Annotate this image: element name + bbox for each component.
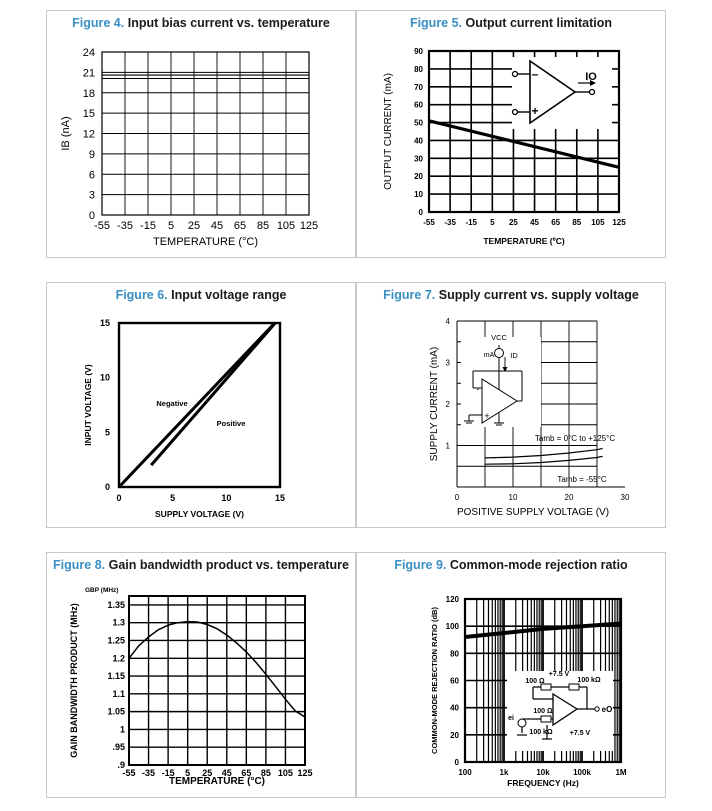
figure-5-panel [356, 10, 666, 258]
x-tick-label: -55 [423, 218, 435, 227]
negative-label: Negative [156, 399, 188, 408]
x-tick-label: -35 [117, 220, 133, 232]
origin-label: 0 [104, 482, 110, 492]
y-tick-label: .95 [112, 742, 125, 753]
plus-label: + [531, 104, 539, 118]
figure-8-title: Figure 8. Gain bandwidth product vs. temperature [53, 558, 349, 572]
x-tick-label: -55 [122, 768, 136, 778]
plus-label: + [484, 411, 490, 421]
x-tick-label: 85 [260, 768, 271, 778]
x-axis-label: TEMPERATURE (ºC) [483, 236, 565, 246]
y-axis-label: GAIN BANDWIDTH PRODUCT (MHz) [69, 603, 79, 758]
x-tick-label: 5 [170, 493, 176, 503]
y-tick-label: 30 [414, 154, 423, 164]
figure-7-chart [357, 283, 667, 529]
y-tick-label: 5 [104, 427, 110, 438]
y-tick-label: 1.35 [107, 599, 125, 610]
vo-label: eO [601, 705, 613, 714]
x-tick-label: 0 [116, 493, 122, 503]
y-tick-label: 1.1 [112, 688, 125, 699]
figure-6-title: Figure 6. Input voltage range [115, 288, 287, 302]
y-tick-label: 1 [119, 724, 125, 735]
figure-7-panel [356, 282, 666, 528]
y-tick-label: 2 [445, 400, 450, 409]
x-tick-label: 30 [620, 493, 630, 502]
figure-4-chart [47, 11, 357, 259]
x-tick-label: -15 [161, 768, 175, 778]
io-label: IO [585, 71, 597, 83]
series-line-gbp [129, 622, 305, 717]
y-tick-label: 70 [414, 82, 423, 92]
y-tick-label: 4 [445, 317, 450, 326]
y-tick-label: 6 [88, 169, 95, 182]
x-tick-label: 45 [210, 220, 224, 232]
x-tick-label: 105 [277, 768, 293, 778]
minus-label: - [476, 384, 480, 394]
series-line-tamb-hot [485, 448, 603, 458]
x-tick-label: 85 [256, 220, 270, 232]
x-tick-label: -15 [465, 218, 478, 227]
x-tick-label: 25 [202, 768, 213, 778]
x-tick-label: 105 [276, 220, 296, 232]
x-tick-label: 5 [167, 220, 175, 232]
figure-8-chart [47, 553, 357, 799]
plot-frame [129, 596, 305, 765]
y-tick-label: 80 [414, 64, 423, 74]
y-tick-label: 1.25 [107, 635, 125, 646]
y-tick-label: 60 [450, 676, 459, 686]
y-tick-label: 0 [454, 758, 459, 767]
y-tick-label: 1.05 [107, 706, 125, 717]
x-tick-label: -35 [142, 768, 156, 778]
y-tick-label: 12 [82, 128, 95, 141]
r100k-label: 100 kΩ [577, 677, 601, 684]
x-tick-label: 10k [536, 768, 550, 777]
x-tick-label: 125 [612, 218, 626, 227]
inset-terminal [590, 90, 595, 95]
inset-terminal [513, 110, 518, 115]
x-tick-label: -35 [444, 218, 456, 227]
x-tick-label: 65 [241, 768, 252, 778]
figure-7-title: Figure 7. Supply current vs. supply voltage [383, 288, 639, 302]
figure-5-chart [357, 11, 667, 259]
resistor-symbol [569, 684, 579, 690]
x-axis-label: SUPPLY VOLTAGE (V) [155, 509, 244, 519]
vminus-label: +7.5 V [569, 730, 591, 737]
x-tick-label: 1M [615, 768, 627, 777]
y-tick-label: 15 [99, 318, 110, 328]
x-tick-label: 0 [454, 493, 460, 502]
x-tick-label: 25 [508, 218, 518, 227]
tamb-hot-label: Tamb = 0°C to +125°C [534, 434, 616, 443]
x-tick-label: 65 [233, 220, 247, 232]
figure-8-panel [46, 552, 356, 798]
x-tick-label: 100 [458, 768, 472, 777]
y-tick-label: 3 [445, 358, 450, 368]
y-tick-label: 0 [88, 210, 95, 222]
x-axis-label: TEMPERATURE (°C) [152, 236, 259, 248]
series-line-positive [151, 318, 280, 466]
source-symbol [518, 719, 526, 727]
x-tick-label: 85 [572, 218, 582, 227]
unit-label: GBP (MHz) [85, 587, 119, 594]
figure-4-panel [46, 10, 356, 258]
figure-9-chart [357, 553, 667, 799]
y-tick-label: .9 [117, 760, 125, 770]
y-axis-label: SUPPLY CURRENT (mA) [429, 346, 440, 462]
y-tick-label: 24 [82, 47, 95, 59]
x-axis-label: FREQUENCY (Hz) [507, 778, 579, 788]
x-tick-label: 5 [185, 768, 191, 778]
ma-label: mA [483, 352, 495, 359]
x-tick-label: 125 [297, 768, 313, 778]
y-tick-label: 15 [82, 108, 95, 121]
id-label: ID [510, 351, 518, 360]
figure-9-panel [356, 552, 666, 798]
figure-9-title: Figure 9. Common-mode rejection ratio [394, 558, 628, 572]
x-tick-label: 65 [551, 218, 561, 227]
y-tick-label: 20 [414, 172, 423, 182]
y-tick-label: 21 [82, 67, 95, 80]
r100-label: 100 Ω [525, 678, 545, 685]
y-tick-label: 40 [414, 136, 423, 146]
y-tick-label: 0 [418, 208, 423, 217]
y-tick-label: 3 [88, 189, 95, 202]
y-tick-label: 120 [445, 595, 459, 604]
figure-5-title: Figure 5. Output current limitation [409, 16, 613, 30]
x-tick-label: 10 [508, 493, 518, 502]
ammeter-symbol [495, 349, 504, 358]
x-tick-label: 45 [221, 768, 232, 778]
x-tick-label: 125 [299, 220, 319, 232]
y-tick-label: 1.3 [112, 617, 125, 628]
y-tick-label: 90 [414, 47, 423, 56]
figure-6-panel [46, 282, 356, 528]
y-axis-label: COMMON-MODE REJECTION RATIO (dB) [430, 607, 439, 754]
x-axis-label: POSITIVE SUPPLY VOLTAGE (V) [456, 507, 610, 518]
figure-4-title: Figure 4. Input bias current vs. temperature [72, 16, 330, 30]
y-tick-label: 20 [450, 730, 459, 740]
x-tick-label: 20 [564, 493, 574, 502]
y-tick-label: 1 [445, 441, 450, 451]
y-axis-label: OUTPUT CURRENT (mA) [383, 73, 394, 190]
y-tick-label: 50 [414, 118, 423, 128]
y-tick-label: 60 [414, 100, 423, 110]
output-terminal [595, 707, 599, 711]
x-tick-label: 1k [499, 768, 509, 777]
figure-6-chart [47, 283, 357, 529]
x-tick-label: 25 [187, 220, 201, 232]
x-tick-label: 15 [274, 493, 286, 503]
x-tick-label: 105 [591, 218, 605, 227]
tamb-cold-label: Tamb = -55°C [557, 475, 607, 484]
x-tick-label: 45 [530, 218, 540, 227]
y-axis-label: IB (nA) [60, 116, 72, 151]
y-tick-label: 100 [445, 622, 459, 632]
y-tick-label: 9 [88, 148, 95, 161]
minus-label: – [531, 67, 539, 81]
y-tick-label: 1.2 [112, 653, 125, 664]
y-tick-label: 10 [414, 190, 423, 200]
x-tick-label: 5 [490, 218, 495, 227]
positive-label: Positive [216, 419, 246, 428]
vcc-label: VCC [491, 333, 507, 342]
r100k-bottom-label: 100 kΩ [529, 729, 553, 736]
x-tick-label: -55 [94, 220, 110, 232]
y-tick-label: 40 [450, 703, 459, 713]
x-axis-label: TEMPERATURE (°C) [168, 776, 266, 787]
resistor-symbol [541, 716, 551, 722]
y-tick-label: 10 [99, 372, 110, 383]
y-tick-label: 18 [82, 87, 95, 100]
x-tick-label: 10 [221, 493, 232, 503]
vplus-label: +7.5 V [548, 671, 570, 678]
vi-label: ei [508, 715, 514, 722]
x-tick-label: 100k [573, 768, 591, 777]
inset-terminal [513, 72, 518, 77]
y-axis-label: INPUT VOLTAGE (V) [83, 364, 93, 446]
y-tick-label: 1.15 [107, 671, 125, 682]
r100b-label: 100 Ω [533, 708, 553, 715]
y-tick-label: 80 [450, 649, 459, 659]
x-tick-label: -15 [140, 220, 156, 232]
